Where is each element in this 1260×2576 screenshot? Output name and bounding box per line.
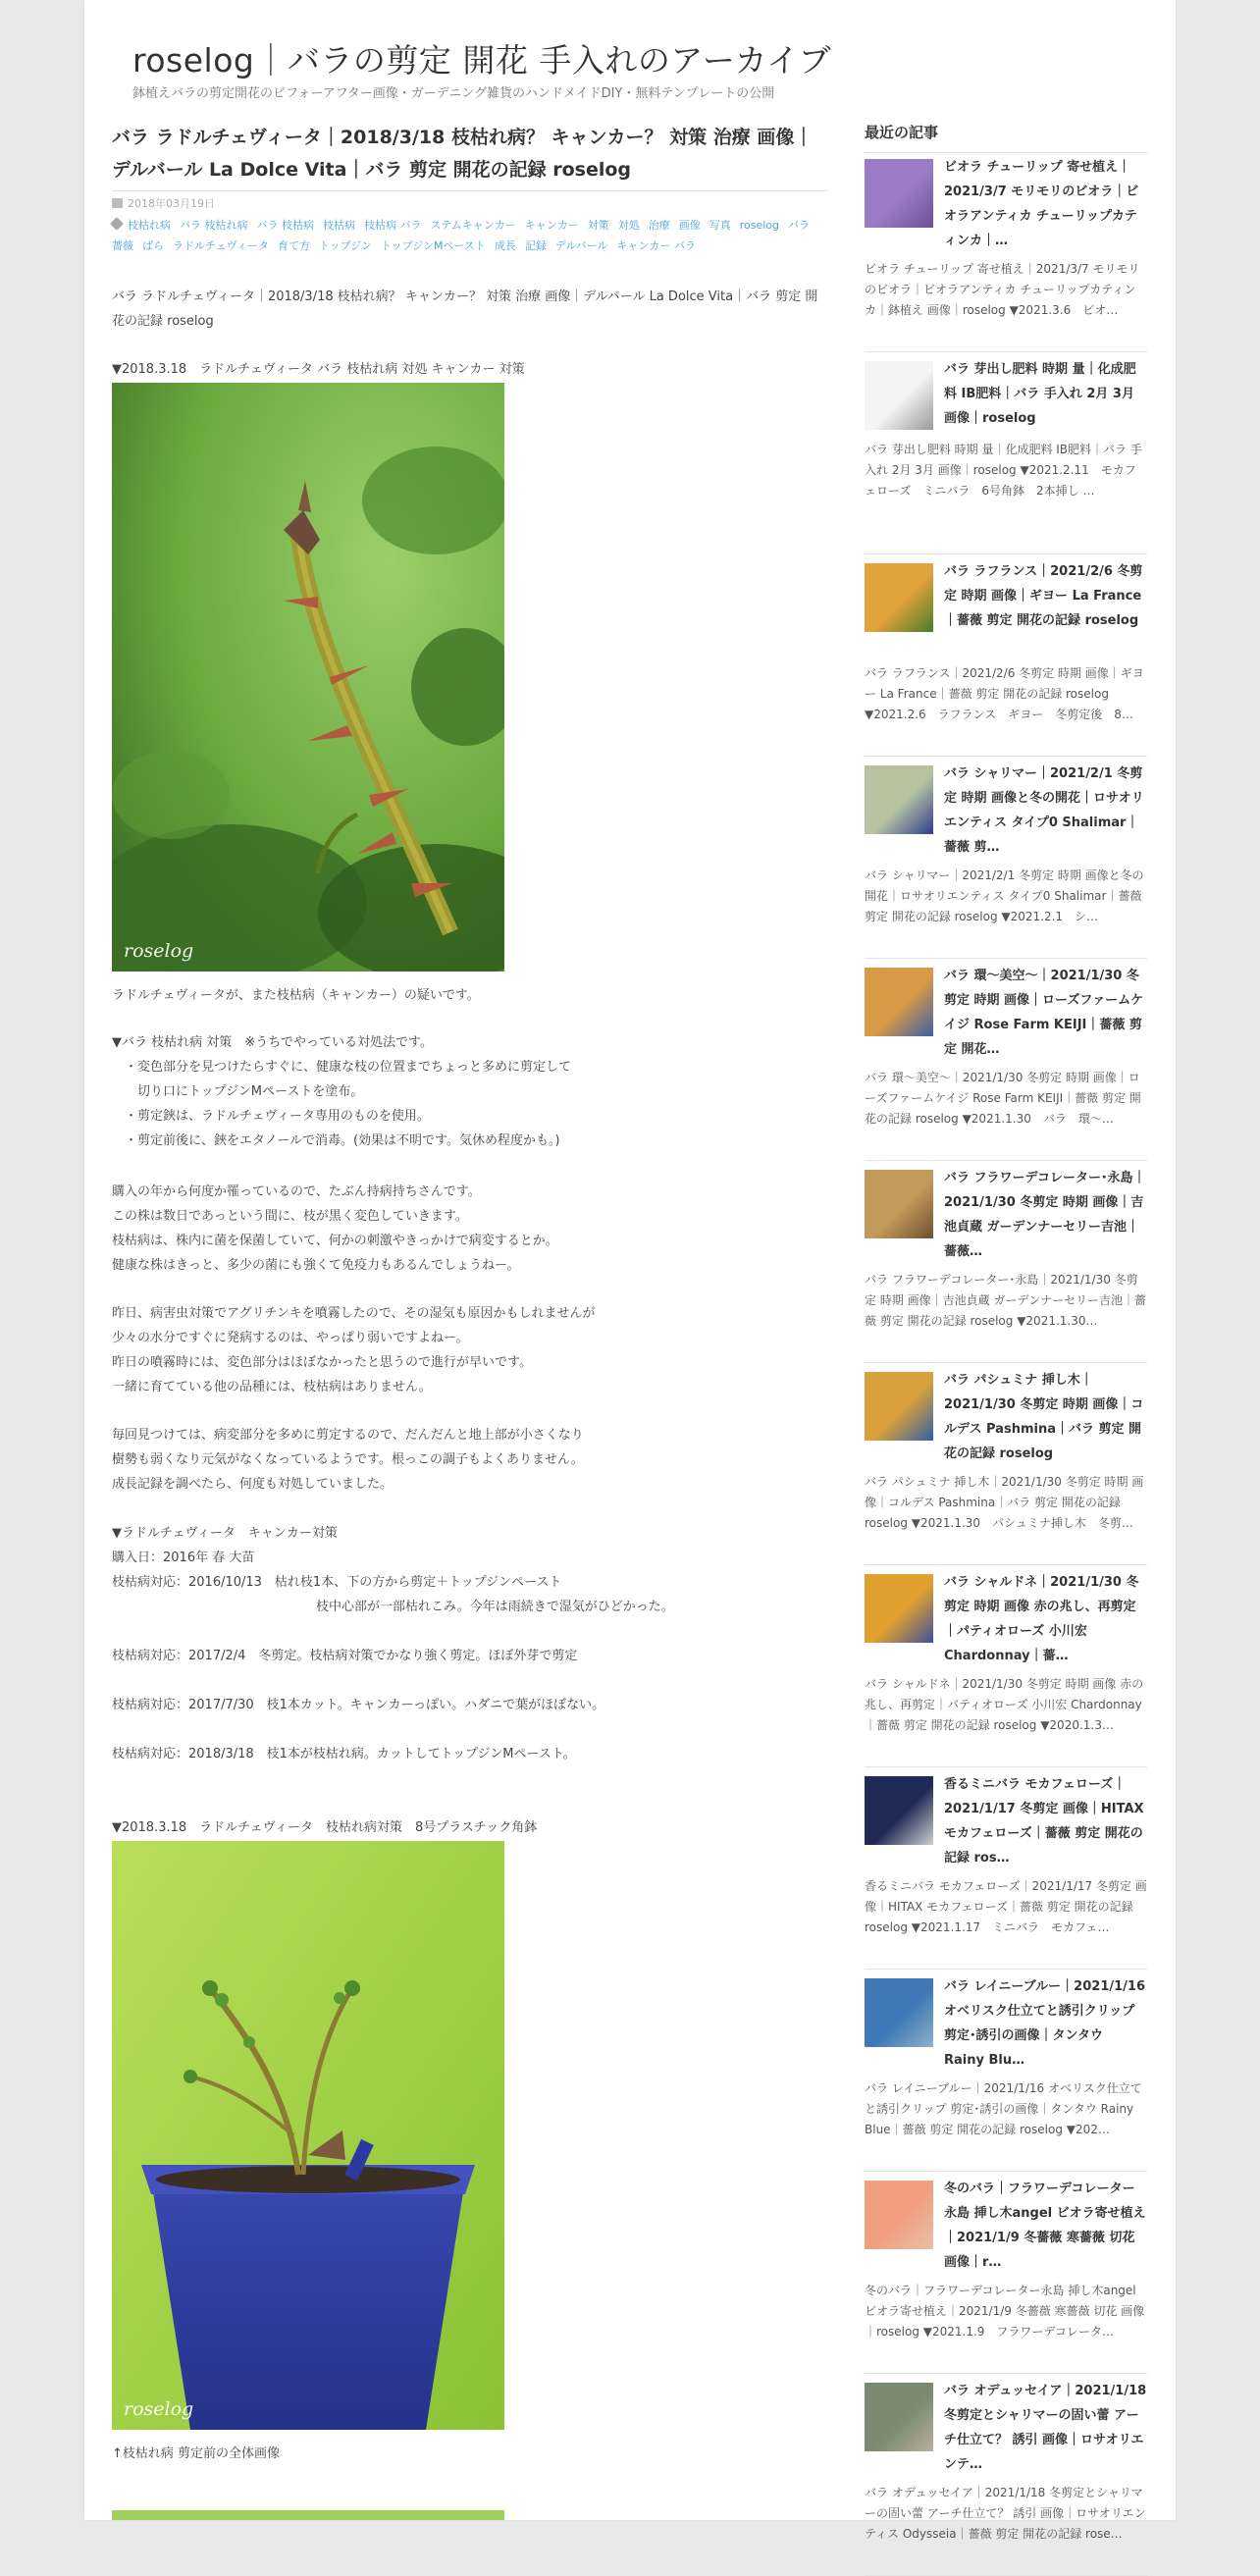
- recent-post-title[interactable]: ビオラ チューリップ 寄せ植え｜2021/3/7 モリモリのビオラ｜ビオラアンティカ チューリップカティンカ｜…: [944, 160, 1139, 248]
- main-content: [112, 122, 828, 2461]
- photo-caption-3: ↑枝枯れ病 剪定前の全体画像: [112, 2446, 281, 2461]
- recent-post-item[interactable]: [865, 1978, 1147, 2172]
- post-intro: バラ ラドルチェヴィータ｜2018/3/18 枝枯れ病？ キャンカー？ 対策 治療 画像｜デルバール La Dolce Vita｜バラ 剪定 開花の記録 roselog: [112, 289, 818, 329]
- tag-link[interactable]: 対処: [617, 219, 640, 232]
- recent-post-item[interactable]: [865, 765, 1147, 959]
- post-title[interactable]: バラ ラドルチェヴィータ｜2018/3/18 枝枯れ病？ キャンカー？ 対策 治療 画像｜デルバール La Dolce Vita｜バラ 剪定 開花の記録 roselog: [112, 127, 814, 181]
- tag-link[interactable]: バラ 枝枯病: [256, 219, 314, 232]
- tag-list: [112, 215, 828, 256]
- tag-link[interactable]: バラ: [788, 219, 811, 232]
- recent-post-excerpt: バラ レイニーブルー｜2021/1/16 オベリスク仕立てと誘引クリップ 剪定･誘引の画像｜タンタウ Rainy Blue｜薔薇 剪定 開花の記録 roselog ▼202…: [865, 2081, 1142, 2136]
- tag-link[interactable]: ステムキャンカー: [430, 219, 516, 232]
- recent-post-thumbnail[interactable]: [865, 1372, 933, 1441]
- tag-link[interactable]: 薔薇: [112, 239, 133, 252]
- paragraph-4: 昨日、病害虫対策でアグリチンキを噴霧したので、その湿気も原因かもしれませんが 少々の水分ですぐに発病するのは、やっぱり弱いですよねー。 昨日の噴霧時には、変色部分はほぼなかったと思うので進行が早いです。 一緒に育てている他の品種には、枝枯病はありません。: [112, 1306, 596, 1394]
- recent-post-excerpt: バラ ラフランス｜2021/2/6 冬剪定 時期 画像｜ギヨー La France｜薔薇 剪定 開花の記録 roselog ▼2021.2.6 ラフランス ギヨー 冬剪定後 8…: [865, 666, 1144, 721]
- recent-post-item[interactable]: [865, 2181, 1147, 2374]
- recent-post-title[interactable]: バラ オデュッセイア｜2021/1/18 冬剪定とシャリマーの固い蕾 アーチ仕立て？ 誘引 画像｜ロサオリエンテ…: [944, 2384, 1147, 2472]
- tag-link[interactable]: トップジン: [319, 239, 372, 252]
- tag-link[interactable]: 治療: [648, 219, 670, 232]
- recent-post-title[interactable]: バラ ラフランス｜2021/2/6 冬剪定 時期 画像｜ギヨー La France｜薔薇 剪定 開花の記録 roselog: [944, 564, 1143, 628]
- page: [84, 0, 1176, 2541]
- paragraph-treatment: ▼バラ 枝枯れ病 対策 ※うちでやっている対処法です。 ・変色部分を見つけたらすぐに、健康な枝の位置までちょっと多めに剪定して 切り口にトップジンMペーストを塗布。 ・剪定鋏は、ラドルチェヴィータ専用のものを使用。 ・剪定前後に、鋏をエタノールで消毒。(効果は不明です。気休め程度かも。): [112, 1035, 572, 1148]
- tag-link[interactable]: ラドルチェヴィータ: [173, 239, 270, 252]
- recent-post-excerpt: バラ 芽出し肥料 時期 量｜化成肥料 IB肥料｜バラ 手入れ 2月 3月 画像｜roselog ▼2021.2.11 モカフェローズ ミニバラ 6号角鉢 2本挿し …: [865, 443, 1142, 498]
- watermark-2: roselog: [124, 2398, 194, 2420]
- tag-icon: [110, 217, 124, 231]
- paragraph-history: ▼ラドルチェヴィータ キャンカー対策 購入日：2016年 春 大苗 枝枯病対応：2016/10/13 枯れ枝1本、下の方から剪定＋トップジンペースト 枝中心部が一部枯れこみ。今年は雨続きで湿気がひどかった。 枝枯病対応：2017/2/4 冬剪定。枝枯病対策でかなり強く剪定。ほぼ外芽で剪定 枝枯病対応：2017/7/30 枝1本カット。キャンカーっぽい。ハダニで葉がほぼない。 枝枯病対応：2018/3/18 枝1本が枝枯れ病。カットしてトップジンMペースト。: [112, 1526, 674, 1761]
- recent-post-item[interactable]: [865, 1170, 1147, 1363]
- tag-link[interactable]: 記録: [524, 239, 547, 252]
- photo-whole-plant[interactable]: [112, 1841, 504, 2430]
- recent-post-item[interactable]: [865, 159, 1147, 352]
- photo-branch-closeup[interactable]: [112, 383, 504, 972]
- tag-link[interactable]: キャンカー: [524, 219, 579, 232]
- recent-post-thumbnail[interactable]: [865, 563, 933, 632]
- paragraph-3: 購入の年から何度か罹っているので、たぶん持病持ちさんです。 この株は数日であっという間に、枝が黒く変色していきます。 枝枯病は、株内に菌を保菌していて、何かの刺激やきっかけで病変するとか。 健康な株はきっと、多少の菌にも強くて免疫力もあるんでしょうねー。: [112, 1184, 558, 1273]
- recent-post-thumbnail[interactable]: [865, 361, 933, 430]
- post-date: 2018年03月19日: [128, 197, 215, 210]
- recent-post-excerpt: バラ オデュッセイア｜2021/1/18 冬剪定とシャリマーの固い蕾 アーチ仕立て？ 誘引 画像｜ロサオリエンティス Odysseia｜薔薇 剪定 開花の記録 rose…: [865, 2486, 1146, 2541]
- recent-post-item[interactable]: [865, 1574, 1147, 1767]
- tag-link[interactable]: 枝枯病 バラ: [364, 219, 422, 232]
- recent-post-item[interactable]: [865, 2383, 1147, 2576]
- recent-post-thumbnail[interactable]: [865, 1978, 933, 2047]
- recent-post-thumbnail[interactable]: [865, 968, 933, 1036]
- sidebar-heading: 最近の記事: [865, 122, 1147, 153]
- tag-link[interactable]: キャンカー バラ: [616, 239, 696, 252]
- tag-link[interactable]: 成長: [494, 239, 516, 252]
- sidebar: [865, 122, 1147, 2541]
- calendar-icon: [112, 198, 123, 208]
- recent-post-excerpt: バラ シャルドネ｜2021/1/30 冬剪定 時期 画像 赤の兆し、再剪定｜パティオローズ 小川宏 Chardonnay｜薔薇 剪定 開花の記録 roselog ▼2020.1.3…: [865, 1677, 1144, 1732]
- recent-post-item[interactable]: [865, 1776, 1147, 1970]
- recent-post-title[interactable]: バラ 環～美空～｜2021/1/30 冬剪定 時期 画像｜ローズファームケイジ Rose Farm KEIJI｜薔薇 剪定 開花…: [944, 969, 1144, 1057]
- paragraph-5: 毎回見つけては、病変部分を多めに剪定するので、だんだんと地上部が小さくなり 樹勢も弱くなり元気がなくなっているようです。根っこの調子もよくありません。 成長記録を調べたら、何度も対処していました。: [112, 1428, 584, 1492]
- recent-post-thumbnail[interactable]: [865, 1776, 933, 1845]
- recent-post-title[interactable]: バラ シャルドネ｜2021/1/30 冬剪定 時期 画像 赤の兆し、再剪定｜パティオローズ 小川宏 Chardonnay｜薔…: [944, 1575, 1139, 1663]
- recent-post-excerpt: バラ 環～美空～｜2021/1/30 冬剪定 時期 画像｜ローズファームケイジ Rose Farm KEIJI｜薔薇 剪定 開花の記録 roselog ▼2021.1.30 バラ 環～…: [865, 1071, 1141, 1126]
- tag-link[interactable]: 写真: [709, 219, 731, 232]
- recent-post-thumbnail[interactable]: [865, 1170, 933, 1238]
- recent-post-title[interactable]: バラ 芽出し肥料 時期 量｜化成肥料 IB肥料｜バラ 手入れ 2月 3月 画像｜roselog: [944, 362, 1136, 426]
- recent-post-excerpt: ビオラ チューリップ 寄せ植え｜2021/3/7 モリモリのビオラ｜ビオラアンティカ チューリップカティンカ｜鉢植え 画像｜roselog ▼2021.3.6 ビオ…: [865, 262, 1140, 317]
- watermark-1: roselog: [124, 940, 194, 962]
- recent-post-title[interactable]: バラ シャリマー｜2021/2/1 冬剪定 時期 画像と冬の開花｜ロサオリエンティス タイプ0 Shalimar｜薔薇 剪…: [944, 766, 1144, 855]
- whole-plant-image: [112, 1841, 504, 2430]
- recent-post-title[interactable]: 香るミニバラ モカフェローズ｜2021/1/17 冬剪定 画像｜HITAX モカフェローズ｜薔薇 剪定 開花の記録 ros…: [944, 1777, 1144, 1866]
- recent-post-excerpt: 香るミニバラ モカフェローズ｜2021/1/17 冬剪定 画像｜HITAX モカフェローズ｜薔薇 剪定 開花の記録 roselog ▼2021.1.17 ミニバラ モカフェ…: [865, 1879, 1147, 1934]
- photo-next-partial: [112, 2510, 504, 2520]
- recent-post-excerpt: バラ フラワーデコレーター･永島｜2021/1/30 冬剪定 時期 画像｜吉池貞蔵 ガーデンナーセリー吉池｜薔薇 剪定 開花の記録 roselog ▼2021.1.30…: [865, 1273, 1146, 1328]
- recent-post-thumbnail[interactable]: [865, 159, 933, 228]
- recent-post-thumbnail[interactable]: [865, 2383, 933, 2451]
- tag-link[interactable]: 対策: [587, 219, 609, 232]
- branch-closeup-image: [112, 383, 504, 972]
- recent-post-title[interactable]: バラ フラワーデコレーター･永島｜2021/1/30 冬剪定 時期 画像｜吉池貞蔵 ガーデンナーセリー吉池｜薔薇…: [944, 1171, 1146, 1259]
- recent-post-item[interactable]: [865, 361, 1147, 554]
- tag-link[interactable]: 育て方: [278, 239, 311, 252]
- recent-post-title[interactable]: 冬のバラ｜フラワーデコレーター永島 挿し木angel ビオラ寄せ植え｜2021/1/9 冬薔薇 寒薔薇 切花 画像｜r…: [944, 2182, 1146, 2270]
- site-description: 鉢植えバラの剪定開花のビフォーアフター画像・ガーデニング雑貨のハンドメイドDIY・無料テンプレートの公開: [132, 86, 775, 101]
- tag-link[interactable]: 枝枯病: [323, 219, 355, 232]
- tag-link[interactable]: 枝枯れ病: [128, 219, 171, 232]
- recent-post-title[interactable]: バラ パシュミナ 挿し木｜2021/1/30 冬剪定 時期 画像｜コルデス Pashmina｜バラ 剪定 開花の記録 roselog: [944, 1373, 1144, 1461]
- recent-post-item[interactable]: [865, 1372, 1147, 1565]
- tag-link[interactable]: ばら: [142, 239, 164, 252]
- recent-post-excerpt: バラ シャリマー｜2021/2/1 冬剪定 時期 画像と冬の開花｜ロサオリエンティス タイプ0 Shalimar｜薔薇 剪定 開花の記録 roselog ▼2021.2.1 シ…: [865, 868, 1144, 923]
- recent-post-title[interactable]: バラ レイニーブルー｜2021/1/16 オベリスク仕立てと誘引クリップ 剪定･誘引の画像｜タンタウ Rainy Blu…: [944, 1979, 1145, 2068]
- photo-caption-2: ▼2018.3.18 ラドルチェヴィータ 枝枯れ病対策 8号プラスチック角鉢: [112, 1820, 538, 1835]
- recent-post-item[interactable]: [865, 968, 1147, 1161]
- recent-post-thumbnail[interactable]: [865, 2181, 933, 2249]
- recent-post-thumbnail[interactable]: [865, 1574, 933, 1643]
- recent-post-excerpt: バラ パシュミナ 挿し木｜2021/1/30 冬剪定 時期 画像｜コルデス Pashmina｜バラ 剪定 開花の記録 roselog ▼2021.1.30 パシュミナ挿し木 冬剪…: [865, 1475, 1144, 1530]
- tag-link[interactable]: トップジンMペースト: [380, 239, 486, 252]
- photo-caption-1: ▼2018.3.18 ラドルチェヴィータ バラ 枝枯れ病 対処 キャンカー 対策: [112, 362, 525, 377]
- tag-link[interactable]: デルバール: [554, 239, 608, 252]
- recent-post-item[interactable]: [865, 563, 1147, 757]
- recent-post-excerpt: 冬のバラ｜フラワーデコレーター永島 挿し木angel ビオラ寄せ植え｜2021/1/9 冬薔薇 寒薔薇 切花 画像｜roselog ▼2021.1.9 フラワーデコレータ…: [865, 2284, 1145, 2339]
- post-date-row: [112, 195, 828, 211]
- recent-post-thumbnail[interactable]: [865, 765, 933, 834]
- tag-link[interactable]: roselog: [739, 219, 780, 232]
- paragraph-1: ラドルチェヴィータが、また枝枯病（キャンカー）の疑いです。: [112, 988, 480, 1003]
- tag-link[interactable]: バラ 枝枯れ病: [180, 219, 248, 232]
- site-title[interactable]: roselog｜バラの剪定 開花 手入れのアーカイブ: [132, 41, 832, 79]
- post-meta: [112, 190, 828, 256]
- tag-link[interactable]: 画像: [678, 219, 701, 232]
